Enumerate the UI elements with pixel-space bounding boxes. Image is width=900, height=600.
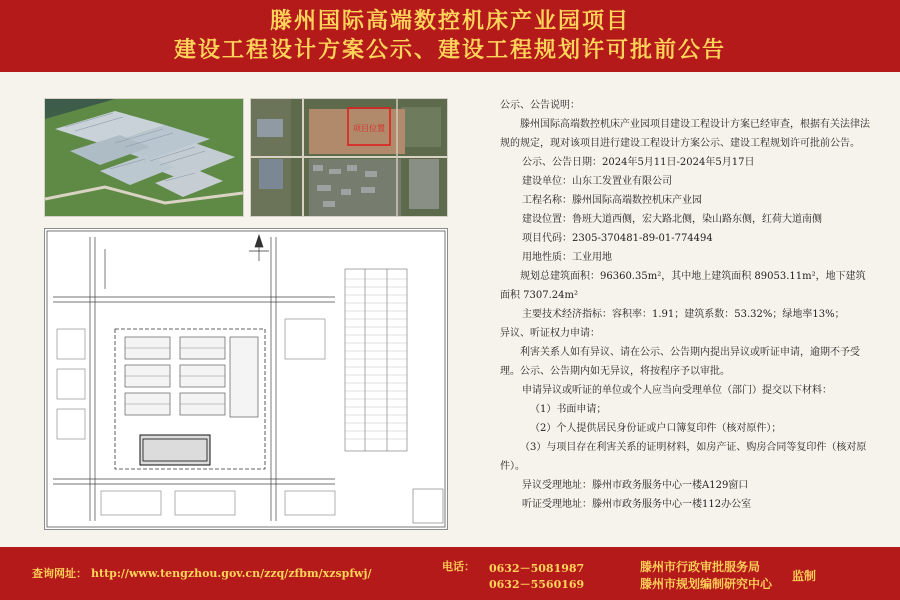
query-label: 查询网址： bbox=[32, 567, 87, 580]
footer-banner bbox=[0, 547, 900, 600]
query-url-line bbox=[32, 565, 372, 581]
phone-label: 电话： bbox=[442, 560, 475, 573]
objection-heading: 异议、听证权力申请： bbox=[500, 328, 600, 339]
notice-text-block bbox=[500, 96, 872, 536]
phone-number-1: 0632－5081987 bbox=[489, 562, 585, 575]
header-banner bbox=[0, 0, 900, 72]
supervise-label: 监制 bbox=[792, 569, 817, 583]
technical-indicators: 主要技术经济指标：容积率：1.91；建筑系数：53.32%；绿地率13%； bbox=[522, 309, 845, 320]
issuing-org-2: 滕州市规划编制研究中心 bbox=[640, 577, 773, 591]
notice-intro: 滕州国际高端数控机床产业园项目建设工程设计方案已经审查，根据有关法律法规的规定，现对该项目进行建设工程设计方案公示、建设工程规划许可批前公告。 bbox=[500, 119, 870, 149]
objection-address: 异议受理地址：滕州市政务服务中心一楼A129窗口 bbox=[522, 480, 749, 491]
project-location-label: 项目位置 bbox=[353, 124, 385, 133]
project-rendering-image bbox=[44, 98, 244, 217]
page-title-line2: 建设工程设计方案公示、建设工程规划许可批前公告 bbox=[173, 37, 726, 63]
construction-unit: 建设单位：山东工发置业有限公司 bbox=[522, 176, 672, 187]
hearing-address: 听证受理地址：滕州市政务服务中心一楼112办公室 bbox=[522, 499, 752, 510]
project-code: 项目代码：2305-370481-89-01-774494 bbox=[522, 233, 713, 244]
construction-location: 建设位置：鲁班大道西侧，宏大路北侧，染山路东侧，红荷大道南侧 bbox=[522, 214, 822, 225]
project-name: 工程名称：滕州国际高端数控机床产业园 bbox=[522, 195, 702, 206]
building-area: 规划总建筑面积：96360.35m²，其中地上建筑面积 89053.11m²，地下建筑面积 7307.24m² bbox=[500, 271, 866, 301]
objection-text: 利害关系人如有异议、请在公示、公告期内提出异议或听证申请，逾期不予受理。公示、公告期内如无异议，将按程序予以审批。 bbox=[500, 347, 860, 377]
notice-date: 公示、公告日期：2024年5月11日-2024年5月17日 bbox=[522, 157, 755, 168]
issuing-org-1: 滕州市行政审批服务局 bbox=[640, 560, 761, 574]
phone-number-2: 0632－5560169 bbox=[489, 578, 585, 591]
material-item-2: （2）个人提供居民身份证或户口簿复印件（核对原件）； bbox=[530, 423, 782, 434]
land-use: 用地性质：工业用地 bbox=[522, 252, 612, 263]
material-item-1: （1）书面申请； bbox=[530, 404, 607, 415]
location-satellite-image bbox=[250, 98, 448, 217]
query-url-link[interactable]: http://www.tengzhou.gov.cn/zzq/zfbm/xzspfwj/ bbox=[91, 567, 372, 580]
page-title-line1: 滕州国际高端数控机床产业园项目 bbox=[269, 8, 630, 34]
material-item-3: （3）与项目存在利害关系的证明材料，如房产证、购房合同等复印件（核对原件）。 bbox=[500, 442, 867, 472]
site-plan-drawing bbox=[44, 228, 448, 530]
notice-heading: 公示、公告说明： bbox=[500, 100, 580, 111]
materials-intro: 申请异议或听证的单位或个人应当向受理单位（部门）提交以下材料： bbox=[522, 385, 832, 396]
